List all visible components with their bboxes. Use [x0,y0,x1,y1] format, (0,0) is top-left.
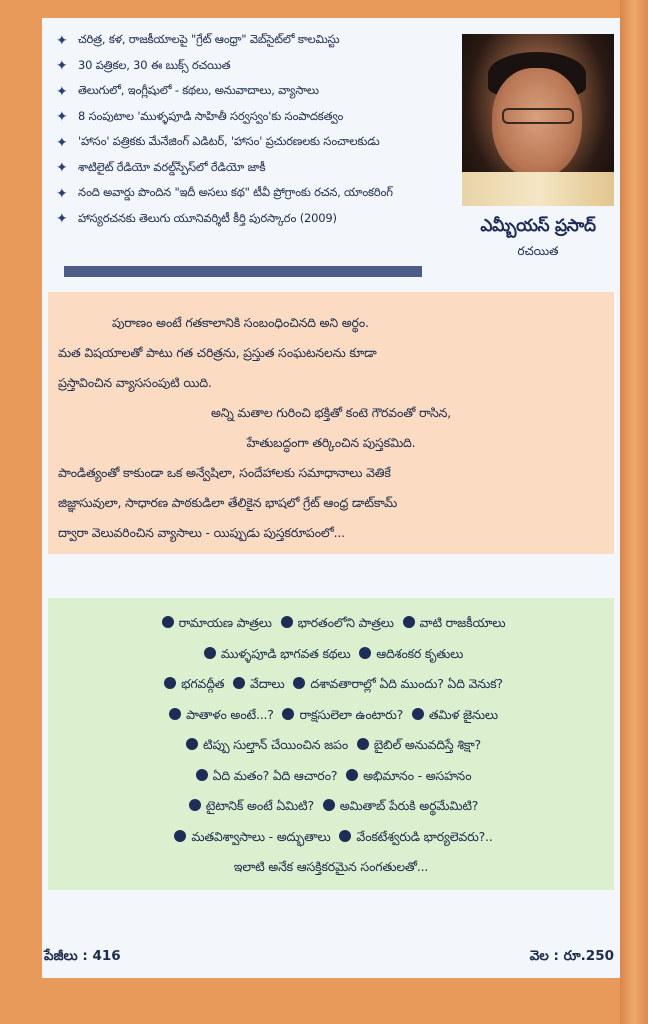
bullet-dot-icon [189,799,201,811]
bullet-dot-icon [282,708,294,720]
topic-item: తమిళ జైనులు [428,706,498,722]
bio-item [56,28,456,54]
topic-line [54,822,608,853]
topics-box [48,598,614,890]
diamond-star-icon: ✦ [56,58,68,75]
diamond-star-icon: ✦ [56,32,68,49]
diamond-star-icon: ✦ [56,109,68,126]
bullet-dot-icon [412,708,424,720]
bio-item-text: 8 సంపుటాల 'ముళ్ళపూడి సాహితీ సర్వస్వం'కు సంపాదకత్వం [78,108,344,123]
topic-item: రామాయణ పాత్రలు [178,615,272,630]
topic-item: భారతంలోని పాత్రలు [297,615,394,630]
bullet-dot-icon [186,738,198,750]
description-line: అన్ని మతాల గురించి భక్తితో కంటె గౌరవంతో రాసిన, [210,405,452,420]
bullet-dot-icon [174,830,186,842]
bullet-dot-icon [164,677,176,689]
topic-line [54,730,608,761]
bullet-dot-icon [293,677,305,689]
topic-item: ఏది మతం? ఏది ఆచారం? [212,767,338,783]
bio-item [56,156,456,182]
diamond-star-icon: ✦ [56,160,68,177]
bio-item-text: నంది అవార్డు పొందిన "ఇదీ అసలు కథ" టీవీ ప్రోగ్రాంకు రచన, యాంకరింగ్ [78,185,393,200]
bio-item-text: హాస్యరచనకు తెలుగు యూనివర్శిటీ కీర్తి పురస్కారం (2009) [78,210,337,225]
topic-item: టైటానిక్ అంటే ఏమిటి? [205,798,314,813]
author-name: ఎమ్బీయస్ ప్రసాద్ [480,216,596,236]
bullet-dot-icon [169,708,181,720]
topics-closing: ఇలాటి అనేక ఆసక్తికరమైన సంగతులతో... [233,859,429,874]
author-bio-list [56,28,456,232]
topic-line [54,791,608,822]
bullet-dot-icon [357,738,369,750]
divider-bar [64,266,422,277]
bullet-dot-icon [323,799,335,811]
back-cover [42,18,620,978]
bio-item-text: 'హాసం' పత్రికకు మేనేజింగ్ ఎడిటర్, 'హాసం' ప్రచురణలకు సంచాలకుడు [78,134,380,149]
description-line: పురాణం అంటే గతకాలానికి సంబంధించినది అని అర్థం. [112,315,369,330]
topic-item: భగవద్గీత [181,676,225,691]
topic-item: పాతాళం అంటే...? [186,706,274,722]
bullet-dot-icon [233,677,245,689]
topic-item: అమితాబ్ పేరుకి అర్థమేమిటి? [339,798,479,813]
topic-line [54,761,608,792]
bio-item [56,130,456,156]
author-role: రచయిత [517,244,559,258]
topic-item: మతవిశ్వాసాలు - అద్భుతాలు [191,828,331,844]
description-line: మత విషయాలతో పాటు గత చరిత్రను, ప్రస్తుత సంఘటనలను కూడా [58,345,377,360]
topic-item: దశావతారాల్లో ఏది ముందు? ఏది వెనుక? [310,676,503,691]
bio-item-text: 30 పత్రికల, 30 ఈ బుక్స్ రచయిత [78,57,231,72]
author-photo [462,34,614,206]
topic-item: బైబిల్ అనువదిస్తే శిక్షా? [373,737,481,752]
topic-line [54,700,608,731]
bullet-dot-icon [281,616,293,628]
topic-item: రాక్షసులెలా ఉంటారు? [299,706,404,722]
description-line: ద్వారా వెలువరించిన వ్యాసాలు - యిప్పుడు పుస్తకరూపంలో... [58,525,345,540]
book-spine-edge [620,0,648,1024]
bullet-dot-icon [196,769,208,781]
bio-item-text: తెలుగులో, ఇంగ్లీషులో - కథలు, అనువాదాలు, వ్యాసాలు [78,83,319,98]
price: వెల : రూ.250 [529,948,614,964]
description-line: పాండిత్యంతో కాకుండా ఒక అన్వేషిలా, సందేహాలకు సమాధానాలు వెతికే [58,465,391,480]
topic-item: టిప్పు సుల్తాన్ చేయించిన జపం [203,737,349,752]
bullet-dot-icon [204,647,216,659]
topic-item: ముళ్ళపూడి భాగవత కథలు [220,645,351,661]
bio-item [56,105,456,131]
bio-item-text: శాటిలైట్ రేడియో వరల్డ్‌స్పేస్‌లో రేడియో జాకీ [78,159,266,174]
description-line: హేతుబద్ధంగా తర్కించిన పుస్తకమిది. [246,435,416,450]
topic-line [54,608,608,639]
description-box [48,292,614,554]
bio-item [56,181,456,207]
topic-line [54,669,608,700]
topic-item: వేదాలు [250,676,285,691]
bio-item [56,207,456,233]
diamond-star-icon: ✦ [56,211,68,228]
description-line: ప్రస్తావించిన వ్యాససంపుటి యిది. [58,375,212,390]
bullet-dot-icon [403,616,415,628]
bullet-dot-icon [359,647,371,659]
diamond-star-icon: ✦ [56,185,68,202]
topic-item: వేంకటేశ్వరుడి భార్యలెవరు?.. [356,828,493,844]
bio-item [56,79,456,105]
bio-item [56,54,456,80]
topic-line [54,639,608,670]
bio-item-text: చరిత్ర, కళ, రాజకీయాలపై "గ్రేట్ ఆంధ్రా" వెబ్‌సైట్‌లో కాలమిస్టు [78,32,340,47]
page-count: పేజీలు : 416 [44,948,121,964]
diamond-star-icon: ✦ [56,83,68,100]
bullet-dot-icon [339,830,351,842]
diamond-star-icon: ✦ [56,134,68,151]
description-line: జిజ్ఞాసువులా, సాధారణ పాఠకుడిలా తేలికైన భాషలో గ్రేట్ ఆంధ్ర డాట్‌కామ్ [58,495,398,510]
bullet-dot-icon [346,769,358,781]
bullet-dot-icon [162,616,174,628]
topic-item: వాటి రాజకీయాలు [419,615,506,630]
topic-item: అభిమానం - అసహనం [363,767,472,783]
topic-item: ఆదిశంకర కృతులు [376,645,464,661]
